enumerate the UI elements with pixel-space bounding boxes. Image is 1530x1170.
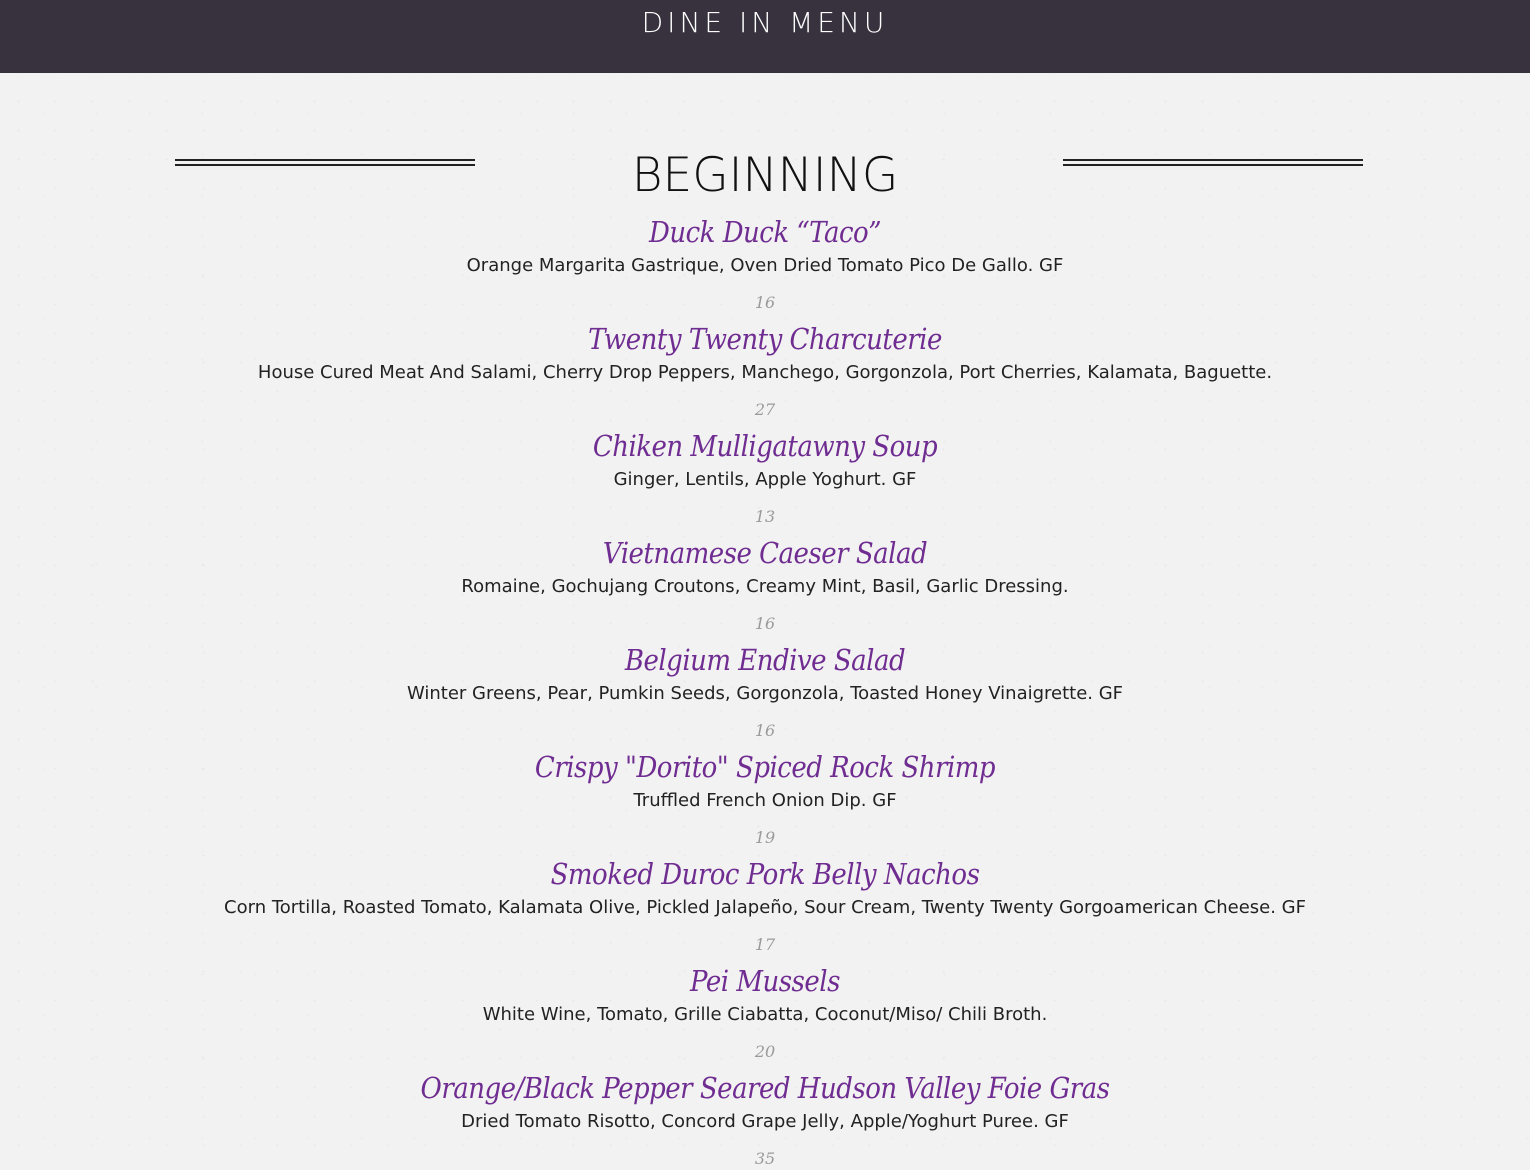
page-title: DINE IN MENU (641, 6, 889, 39)
menu-item-price: 16 (754, 614, 776, 633)
header-bar (0, 0, 1530, 73)
menu-item-price: 20 (754, 1042, 776, 1061)
menu-item-price: 16 (754, 293, 776, 312)
menu-item-name: Twenty Twenty Charcuterie (588, 323, 942, 357)
menu-item (0, 1072, 1530, 1170)
menu-item-name: Belgium Endive Salad (624, 644, 906, 678)
menu-item-description: Dried Tomato Risotto, Concord Grape Jelly, Apple/Yoghurt Puree. GF (461, 1111, 1069, 1132)
menu-item-description: Romaine, Gochujang Croutons, Creamy Mint, Basil, Garlic Dressing. (461, 576, 1069, 597)
menu-item-price: 13 (754, 507, 776, 526)
menu-item-name: Chiken Mulligatawny Soup (592, 430, 938, 464)
menu-item-name: Pei Mussels (690, 965, 840, 999)
menu-item-description: White Wine, Tomato, Grille Ciabatta, Coconut/Miso/ Chili Broth. (482, 1004, 1048, 1025)
menu-item-price: 35 (754, 1149, 776, 1168)
menu-item-price: 17 (754, 935, 776, 954)
menu-item (0, 751, 1530, 858)
menu-item-description: Corn Tortilla, Roasted Tomato, Kalamata Olive, Pickled Jalapeño, Sour Cream, Twenty Twenty Gorgoamerican Cheese. GF (224, 897, 1306, 918)
menu-item-name: Orange/Black Pepper Seared Hudson Valley Foie Gras (420, 1072, 1110, 1106)
menu-item-description: Truffled French Onion Dip. GF (633, 790, 897, 811)
menu-item-description: Ginger, Lentils, Apple Yoghurt. GF (613, 469, 917, 490)
menu-item (0, 323, 1530, 430)
menu-item-price: 16 (754, 721, 776, 740)
section-title: BEGINNING (631, 148, 899, 203)
menu-item-price: 27 (754, 400, 776, 419)
menu-item-name: Duck Duck “Taco” (649, 216, 881, 250)
menu-item-description: Orange Margarita Gastrique, Oven Dried Tomato Pico De Gallo. GF (466, 255, 1064, 276)
menu-item (0, 858, 1530, 965)
menu-item (0, 216, 1530, 323)
menu-item-name: Crispy "Dorito" Spiced Rock Shrimp (534, 751, 996, 785)
menu-item-name: Vietnamese Caeser Salad (602, 537, 928, 571)
menu-item-price: 19 (754, 828, 776, 847)
menu-item (0, 965, 1530, 1072)
menu-item (0, 644, 1530, 751)
menu-item (0, 430, 1530, 537)
menu-item-name: Smoked Duroc Pork Belly Nachos (550, 858, 980, 892)
menu-item-description: House Cured Meat And Salami, Cherry Drop Peppers, Manchego, Gorgonzola, Port Cherries, Kalamata, Baguette. (257, 362, 1273, 383)
section-divider-right (1063, 159, 1363, 166)
menu-item-description: Winter Greens, Pear, Pumkin Seeds, Gorgonzola, Toasted Honey Vinaigrette. GF (406, 683, 1124, 704)
menu-item (0, 537, 1530, 644)
